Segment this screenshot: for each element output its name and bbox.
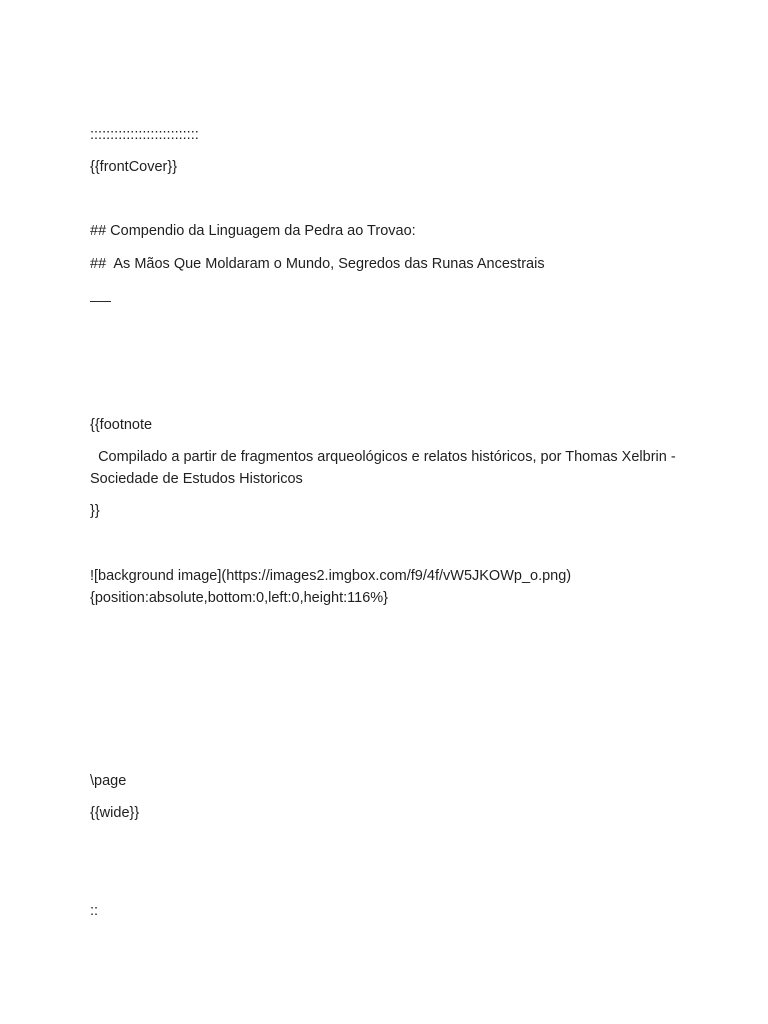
background-image-markup: ![background image](https://images2.imgbox.com/f9/4f/vW5JKOWp_o.png){position:absolute,bottom:0,left:0,height:116%} — [90, 568, 572, 606]
footnote-open-tag: {{footnote — [90, 417, 153, 433]
heading-subtitle: ## As Mãos Que Moldaram o Mundo, Segredos das Runas Ancestrais — [90, 256, 545, 272]
colon-divider-line: ::::::::::::::::::::::::::: — [90, 127, 199, 143]
footnote-text: Compilado a partir de fragmentos arqueológicos e relatos históricos, por Thomas Xelbrin - Sociedade de Estudos Historicos — [90, 449, 680, 487]
footnote-close-tag: }} — [90, 503, 100, 519]
horizontal-rule — [90, 301, 111, 302]
heading-title: ## Compendio da Linguagem da Pedra ao Trovao: — [90, 223, 416, 239]
colon-divider-short: :: — [90, 903, 99, 919]
page-break-tag: \page — [90, 773, 127, 789]
front-cover-tag: {{frontCover}} — [90, 159, 178, 175]
wide-tag: {{wide}} — [90, 805, 140, 821]
